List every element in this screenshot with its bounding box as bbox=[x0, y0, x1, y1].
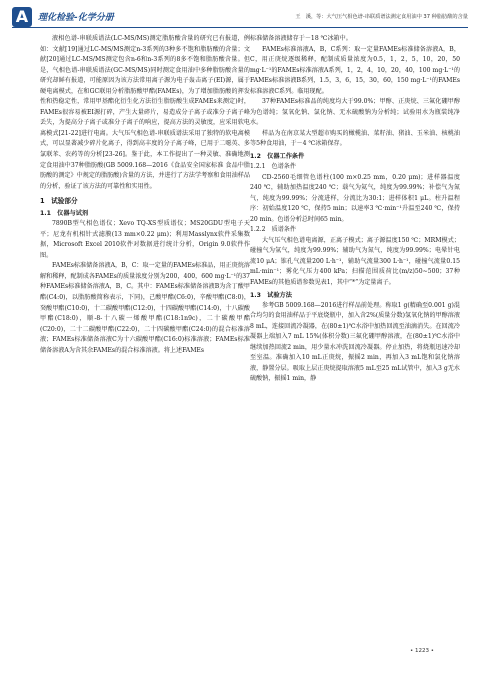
page-header bbox=[0, 0, 480, 30]
subsubsection-heading: 1.2.1 色谱条件 bbox=[250, 163, 296, 171]
body-paragraph: 参考GB 5009.168—2016进行样品前处理。称取1 g(精确至0.001 g)混合均匀的食用油样品于平底烧瓶中，加入含2%(质量分数)氢氧化钠的甲醇溶液8 mL，连接回流冷凝器，在(80±1)℃水浴中加热回流至油滴消失。在回流冷凝器上端加入7 mL 15%(体积分数)三氟化硼甲醇溶液，在(80±1)℃水浴中继续加热回流2 min，用少量水冲洗回流冷凝器。停止加热，将烧瓶迅速冷却至室温。准确加入10 mL正庚烷，振摇2 min，再加入3 mL饱和氯化钠溶液，静置分层。吸取上层正庚烷提取溶液5 mL至25 mL试管中，加入3 g无水硫酸钠，振摇1 min，静 bbox=[250, 301, 460, 383]
body-paragraph: CD-2560毛细管色谱柱(100 m×0.25 mm，0.20 μm)；进样器温度240 ℃，辅助加热温度240 ℃；载气为氦气，纯度为99.99%；补偿气为氮气，纯度为99.99%；分流进样，分流比为30:1；进样体积1 μL。柱升温程序：初始温度120 ℃，保持5 min；以速率3 ℃·min⁻¹升温至240 ℃，保持20 min。色谱分析总时间65 min。 bbox=[250, 173, 460, 223]
body-paragraph: 37种FAMEs标准品的纯度均大于99.0%；甲醇、正庚烷、三氟化硼甲醇为色谱纯；氢氧化钠、氯化钠、无水硫酸钠为分析纯；试验用水为瓶装纯净水。 bbox=[250, 98, 460, 127]
subsubsection-heading: 1.2.2 质谱条件 bbox=[250, 226, 296, 234]
subsection-heading: 1.1 仪器与试剂 bbox=[40, 210, 89, 218]
journal-title: 理化检验-化学分册 bbox=[38, 13, 114, 23]
header-rule bbox=[12, 27, 468, 28]
subsection-heading: 1.3 试验方法 bbox=[250, 291, 292, 299]
body-paragraph: FAMEs标准储备溶液A，B，C：取一定量的FAMEs标准品，用正庚烷溶解和稀释，配制成各FAMEs的质量浓度分别为200，400，600 mg·L⁻¹的37种FAMEs标准储备溶液A，B，C。其中：FAMEs标准储备溶液B为含丁酸甲酯(C4:0)，以脂肪酸简称表示，下同)，己酸甲酯(C6:0)，辛酸甲酯(C8:0)，癸酸甲酯(C10:0)，十二碳酸甲酯(C12:0)，十四碳酸甲酯(C14:0)，十八碳酸甲酯(C18:0)，顺-8-十八碳一烯酸甲酯(C18:1n9c)，二十碳酸甲酯(C20:0)，二十二碳酸甲酯(C22:0)，二十四碳酸甲酯(C24:0)的混合标准溶液；FAMEs标准储备溶液C为十六碳酸甲酯(C16:0)标准溶液；FAMEs标准储备溶液A为含其余FAMEs的混合标准溶液。将上述FAMEs bbox=[40, 262, 250, 354]
running-title: 王 溪，等：大气压气相色谱-串联质谱法测定食用油中 37 种脂肪酸的含量 bbox=[295, 14, 468, 20]
section-heading: 1 试验部分 bbox=[40, 197, 78, 206]
right-column bbox=[250, 34, 460, 385]
body-paragraph: 液相色谱-串联质谱法(LC-MS/MS)测定脂肪酸含量的研究已有报道，例如：文献[19]通过LC-MS/MS测定n-3系列的3种多不饱和脂肪酸的含量；文献[20]通过LC-MS/MS测定包含n-6和n-3系列的8多不饱和脂肪酸含量。但是，气相色谱-串联质谱法(GC-MS/MS)同时测定食用油中多种脂肪酸含量的研究却鲜有报道，可能原因为该方法常用离子源为电子轰击离子(EI)源，属于硬电离模式，在和GC联用分析脂肪酸甲酯(FAMEs)，为了增加脂肪酸的挥发性和热稳定性，常用甲基酯化衍生化方法衍生脂肪酸生成FAMEs来测定)时，FAMEs很容易被EI源打碎，产生大量碎片，易造成分子离子或准分子离子峰丢失，为提高分子离子或准分子离子的响应，提高方法的灵敏度，应采用软电离模式[21-22]进行电离。大气压气相色谱-串联质谱法采用了独特的软电离模式，可以显著减少碎片化离子，得到高丰度的分子离子峰，已用于二噁英、多氯联苯、农药等的分析[23-26]。鉴于此，本工作提出了一种灵敏、准确地测定食用油中37种脂肪酸(GB 5009.168—2016《食品安全国家标准 食品中脂肪酸的测定》中规定的脂肪酸)含量的方法，并进行了方法学考察和食用油样品的分析，验证了该方法的可靠性和实用性。 bbox=[40, 35, 250, 190]
body-paragraph: 样品为在南京某大型超市购买的橄榄油、菜籽油、猪油、玉米油、核桃油等5种食用油，于－4 ℃冰箱保存。 bbox=[250, 129, 460, 148]
body-paragraph: 大气压气相色谱电离源，正离子模式；离子源温度150 ℃；MRM模式；碰撞气为氩气，纯度为99.99%；辅助气为氮气，纯度为99.99%；电晕针电流10 μA；锥孔气流量200 L·h⁻¹，辅助气流量300 L·h⁻¹，碰撞气流量0.15 mL·min⁻¹；雾化气压力400 kPa；扫描范围质荷比(m/z)50~500；37种FAMEs的其他质谱参数见表1，其中“*”为定量离子。 bbox=[250, 236, 460, 287]
left-column bbox=[40, 34, 250, 356]
body-paragraph: 7890B型气相色谱仪；Xevo TQ-XS型质谱仪；MS20GDU型电子天平；尼龙有机相针式滤膜(13 mm×0.22 μm)；利用Masslynx软件采集数据，Microsoft Excel 2010软件对数据进行统计分析，Origin 9.0软件作图。 bbox=[40, 220, 250, 259]
body-paragraph: FAMEs标准溶液A，B，C系列：取一定量FAMEs标准储备溶液A，B，C，用正庚烷逐级稀释，配制成质量浓度为0.5，1，2，5，10，20，50 mg·L⁻¹的FAMEs标准溶液A系列，1，2，4，10，20，40，100 mg·L⁻¹的FAMEs标准溶液B系列，1.5，3，6，15，30，60，150 mg·L⁻¹的FAMEs标准溶液C系列。临用现配。 bbox=[250, 45, 460, 95]
page-number: • 1223 • bbox=[410, 648, 434, 654]
journal-logo: A bbox=[12, 7, 32, 27]
subsection-heading: 1.2 仪器工作条件 bbox=[250, 153, 305, 161]
body-paragraph: 标准储备溶液储存于－18 ℃冰箱中。 bbox=[250, 35, 352, 42]
